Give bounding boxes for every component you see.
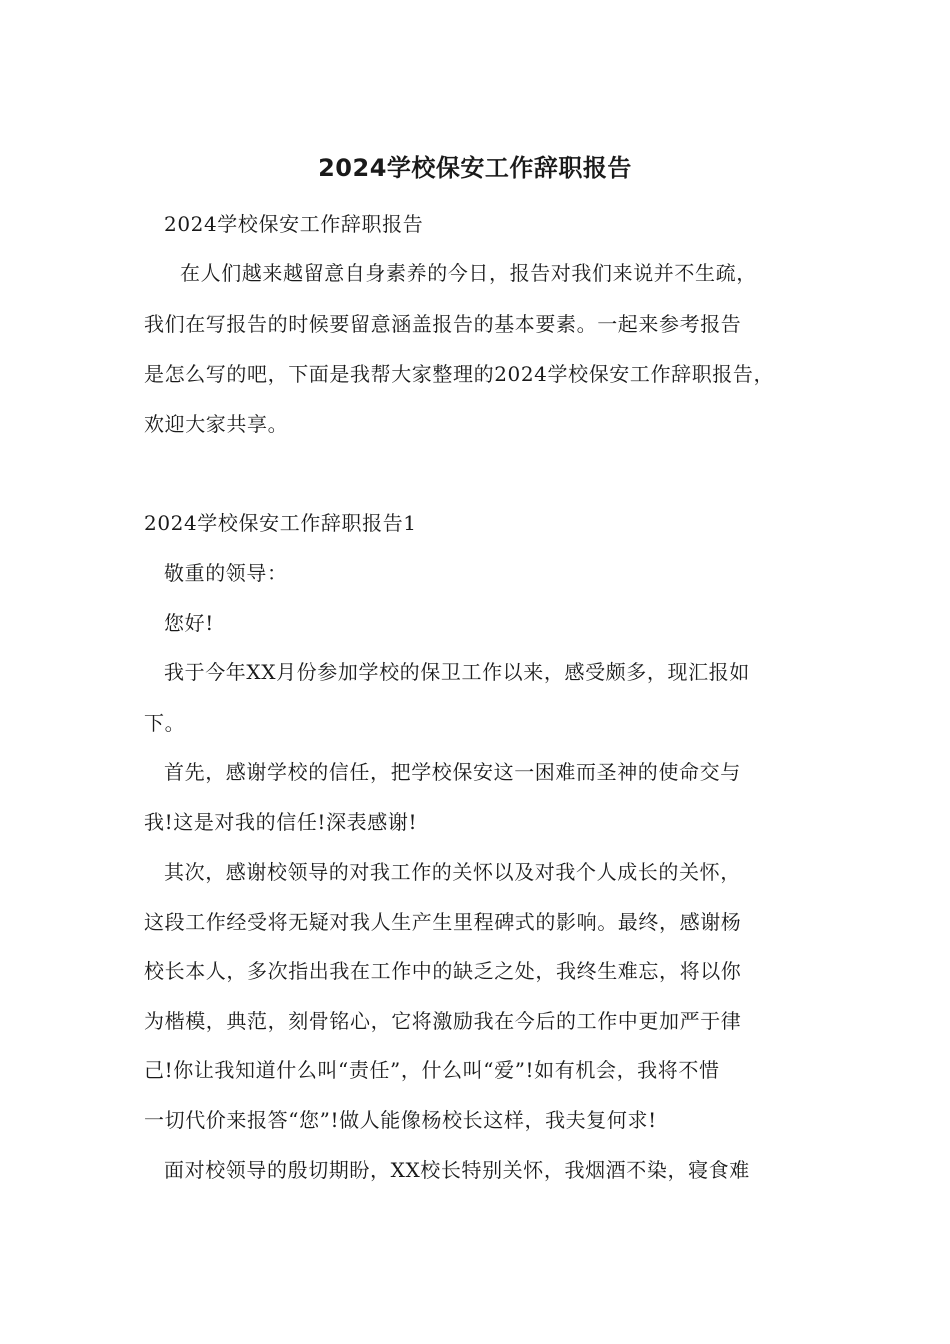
document-title: 2024学校保安工作辞职报告 [318, 154, 632, 182]
body-line: 面对校领导的殷切期盼，XX校长特别关怀，我烟酒不染，寝食难 [164, 1158, 750, 1182]
body-line: 首先，感谢学校的信任，把学校保安这一困难而圣神的使命交与 [164, 760, 741, 784]
body-line: 这段工作经受将无疑对我人生产生里程碑式的影响。最终，感谢杨 [144, 910, 742, 934]
salutation: 敬重的领导： [164, 561, 288, 585]
section-heading: 2024学校保安工作辞职报告1 [144, 511, 417, 535]
body-line: 己!你让我知道什么叫“责任”，什么叫“爱”!如有机会，我将不惜 [144, 1058, 720, 1082]
body-line: 一切代价来报答“您”!做人能像杨校长这样，我夫复何求! [144, 1108, 657, 1132]
intro-line: 欢迎大家共享。 [144, 412, 289, 436]
body-line: 下。 [144, 711, 186, 735]
body-line: 其次，感谢校领导的对我工作的关怀以及对我个人成长的关怀， [164, 860, 741, 884]
intro-line: 是怎么写的吧，下面是我帮大家整理的2024学校保安工作辞职报告， [144, 362, 775, 386]
document-subtitle: 2024学校保安工作辞职报告 [164, 212, 424, 236]
body-line: 我于今年XX月份参加学校的保卫工作以来，感受颇多，现汇报如 [164, 660, 750, 684]
greeting: 您好! [164, 611, 214, 635]
body-line: 我!这是对我的信任!深表感谢! [144, 810, 418, 834]
intro-line: 在人们越来越留意自身素养的今日，报告对我们来说并不生疏， [180, 261, 757, 285]
body-line: 校长本人，多次指出我在工作中的缺乏之处，我终生难忘，将以你 [144, 959, 742, 983]
intro-line: 我们在写报告的时候要留意涵盖报告的基本要素。一起来参考报告 [144, 312, 742, 336]
body-line: 为楷模，典范，刻骨铭心，它将激励我在今后的工作中更加严于律 [144, 1009, 742, 1033]
